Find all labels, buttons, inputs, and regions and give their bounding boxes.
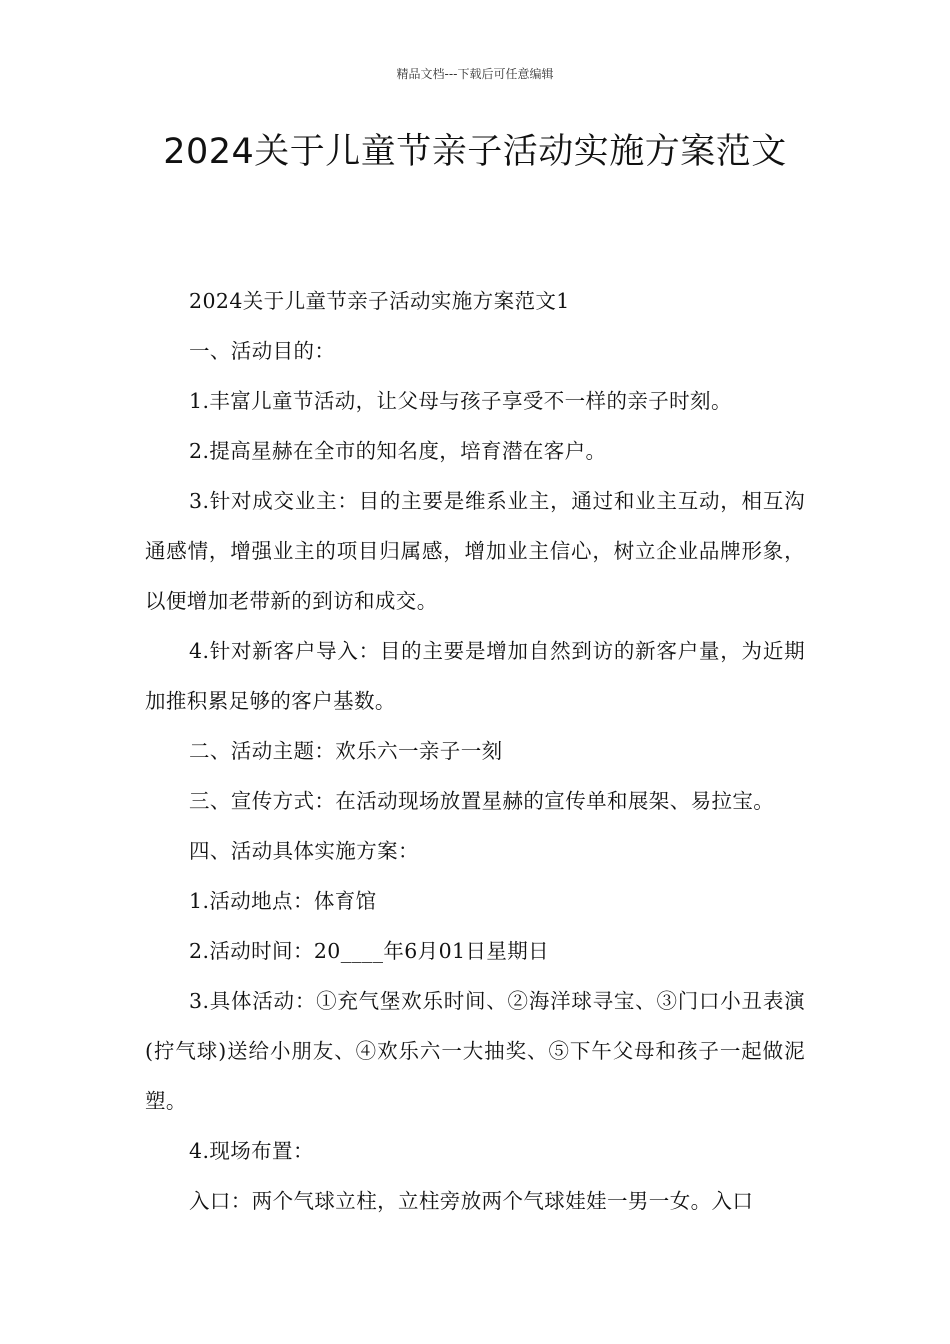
paragraph: 1.丰富儿童节活动，让父母与孩子享受不一样的亲子时刻。: [189, 389, 732, 413]
paragraph: 4.针对新客户导入：目的主要是增加自然到访的新客户量，为近期加推积累足够的客户基数。: [145, 639, 805, 713]
paragraph: 1.活动地点：体育馆: [189, 889, 377, 913]
heading-implementation-plan: 四、活动具体实施方案：: [189, 839, 419, 863]
paragraph: 3.针对成交业主：目的主要是维系业主，通过和业主互动，相互沟通感情，增强业主的项目归属感，增加业主信心，树立企业品牌形象，以便增加老带新的到访和成交。: [145, 489, 805, 613]
paragraph: 2.提高星赫在全市的知名度，培育潜在客户。: [189, 439, 607, 463]
document-body: [145, 276, 805, 1226]
page-header: 精品文档---下载后可任意编辑: [396, 67, 554, 81]
heading-promotion-method: 三、宣传方式：在活动现场放置星赫的宣传单和展架、易拉宝。: [189, 789, 775, 813]
paragraph: 2.活动时间：20____年6月01日星期日: [189, 939, 550, 963]
document-title: 2024关于儿童节亲子活动实施方案范文: [163, 132, 787, 172]
paragraph: 入口：两个气球立柱，立柱旁放两个气球娃娃一男一女。入口: [189, 1189, 754, 1213]
heading-activity-theme: 二、活动主题：欢乐六一亲子一刻: [189, 739, 503, 763]
heading-activity-purpose: 一、活动目的：: [189, 339, 336, 363]
paragraph: 4.现场布置：: [189, 1139, 314, 1163]
paragraph: 3.具体活动：①充气堡欢乐时间、②海洋球寻宝、③门口小丑表演(拧气球)送给小朋友、④欢乐六一大抽奖、⑤下午父母和孩子一起做泥塑。: [145, 989, 805, 1113]
section-heading-1: 2024关于儿童节亲子活动实施方案范文1: [189, 289, 570, 313]
